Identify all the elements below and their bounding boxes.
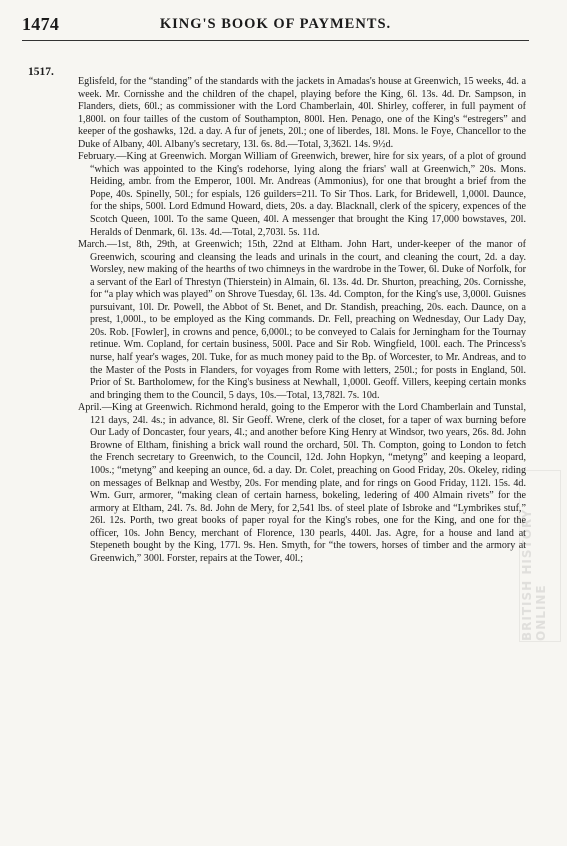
watermark-stamp: BRITISH HISTORY ONLINE xyxy=(519,470,561,642)
page-number: 1474 xyxy=(22,14,60,34)
year-marginal-note: 1517. xyxy=(28,66,54,78)
page-header xyxy=(22,14,529,40)
body-text xyxy=(78,76,526,565)
paragraph-april: April.—King at Greenwich. Richmond herald, going to the Emperor with the Lord Chamberlain and Tunstal, 121 days, 24l. 4s.; in advance, 8l. Sir Geoff. Wrene, clerk of the closet, for a taper of wax burning before Our Lady of Doncaster, four years, 4l.; and another before King Henry at Windsor, two years, 26s. 8d. John Browne of Eltham, finishing a brick wall round the orchard, 50l. Th. Compton, going to London to fetch the French secretary to Greenwich, to the Council, 12d. John Hopkyn, “metyng” and keeping a leopard, 100s.; “metyng” and keeping an ounce, 6d. a day. Dr. Colet, preaching on Good Friday, 20s. Okeley, riding on messages of Belknap and Westby, 20s. For mending plate, and for rings on Good Friday, 112l. 15s. 4d. Wm. Gurr, armorer, “making clean of certain harness, bokeling, ledering of 400 Almain rivets” for the armory at Eltham, 24l. 7s. 8d. John de Mery, for 2,541 lbs. of steel plate of Isbroke and “Lymbrikes stuf,” 26l. 12s. Porth, two great books of paper royal for the King's robes, one for the King, and one for the officer, 10s. John Bency, merchant of Florence, 130 pearls, 440l. Jas. Agre, for a house and land at Stepeneth bought by the King, 177l. 9s. Hen. Smyth, for “the towers, horses of timber and the armory at Greenwich,” 300l. Forster, repairs at the Tower, 40l.; xyxy=(78,402,526,564)
paragraph-continuation: Eglisfeld, for the “standing” of the standards with the jackets in Amadas's house at Greenwich, 15 weeks, 4d. a week. Mr. Cornisshe and the children of the chapel, playing before the King, 6l. 13s. 4d. Dr. Sampson, in Flanders, diets, 60l.; as commissioner with the Lord Chamberlain, 40l. Shirley, cofferer, in full payment of 1,800l. on four tailles of the custom of Southampton, 800l. Hen. Penago, one of the King's “estregers” and keeper of the goshawks, 12d. a day. A fur of jenets, 20l.; one of liberdes, 18l. Mons. le Foye, Chancellor to the Duke of Albany, 40l. Albany's secretary, 13l. 6s. 8d.—Total, 3,362l. 14s. 9½d. xyxy=(78,76,526,150)
paragraph-march: March.—1st, 8th, 29th, at Greenwich; 15th, 22nd at Eltham. John Hart, under-keeper of the manor of Greenwich, scouring and cleansing the leads and urinals in the court, and cleaning the court, 2d. a day. Worsley, new making of the hearths of two chimneys in the wardrobe in the Tower, 6l. Duke of Norfolk, for a servant of the Earl of Threstyn (Thierstein) in Almain, 6l. 13s. 4d. Dr. Shurton, preaching, 20s. Cornisshe, for “a play which was played” on Shrove Tuesday, 6l. 13s. 4d. Compton, for the King's use, 3,000l. Guisnes pursuivant, 10l. Dr. Powell, the Abbot of St. Benet, and Dr. Standish, preaching, 20s. each. Daunce, on a prest, 1,000l., to be employed as the King commands. Dr. Fell, preaching on Wednesday, Our Lady Day, 20s. Rob. [Fowler], in crowns and pence, 6,000l.; to be conveyed to Calais for Jerningham for the Tournay retinue. Wm. Copland, for certain business, 500l. Pace and Sir Rob. Wingfield, 100l. each. The Princess's nurse, half year's wages, 20l. Tuke, for as much money paid to the Bp. of Worcester, to Mr. Andreas, and to the Master of the Posts in Flanders, for voyages from Rome with letters, 250l.; for posts in England, 50l. Prior of St. Bartholomew, for the King's business at Newhall, 1,000l. Geoff. Villers, keeping certain monks and bringing them to the Council, 5 days, 10s.—Total, 13,782l. 7s. 10d. xyxy=(78,239,526,401)
running-head: KING'S BOOK OF PAYMENTS. xyxy=(159,16,392,32)
header-rule xyxy=(22,40,529,41)
paragraph-february: February.—King at Greenwich. Morgan William of Greenwich, brewer, hire for six years, of a plot of ground “which was appointed to the King's rodehorse, lying along the friars' wall at Greenwich,” 20s. Mons. Heiding, ambr. from the Emperor, 100l. Mr. Andreas (Ammonius), for one that brought a brief from the Pope, 40s. Spinelly, 50l.; for espials, 126 guilders=21l. To Sir Thos. Lark, for Bridewell, 1,000l. Daunce, for the ships, 500l. Lord Edmund Howard, diets, 20s. a day. Blacknall, clerk of the spicery, expences of the Scotch Queen, 100l. To the same Queen, 40l. A messenger that brought the King 17,000 bowstaves, 20l. Heralds of Denmark, 6l. 13s. 4d.—Total, 2,703l. 5s. 11d. xyxy=(78,151,526,238)
